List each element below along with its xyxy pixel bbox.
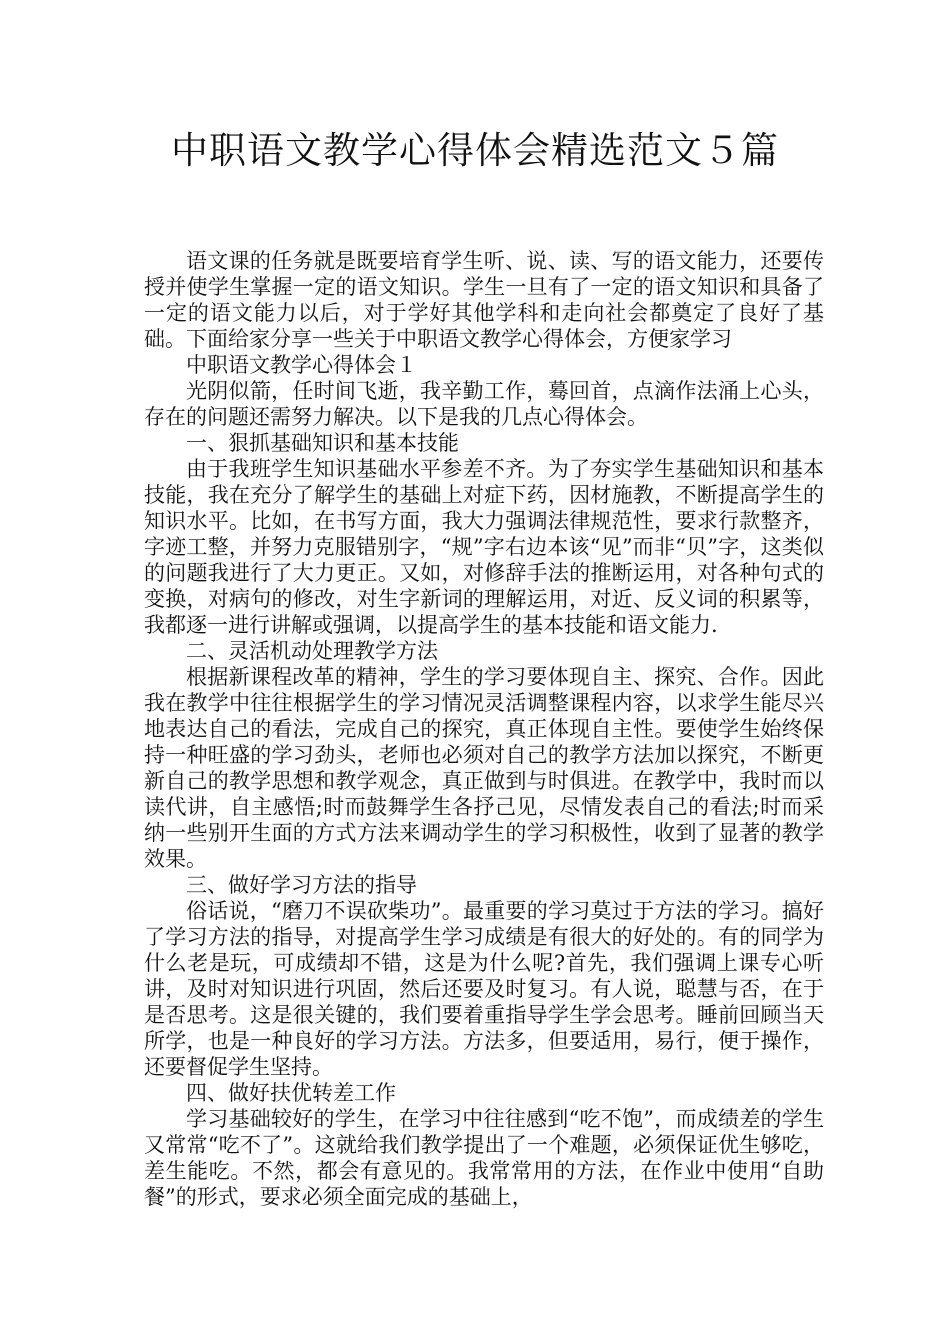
body-paragraph: 光阴似箭，任时间飞逝，我辛勤工作，蓦回首，点滴作法涌上心头，存在的问题还需努力解决。以下是我的几点心得体会。	[144, 379, 824, 429]
section-heading: 中职语文教学心得体会１	[186, 353, 417, 377]
body-paragraph: 根据新课程改革的精神，学生的学习要体现自主、探究、合作。因此我在教学中往往根据学生的学习情况灵活调整课程内容，以求学生能尽兴地表达自己的看法，完成自己的探究，真正体现自主性。要使学生始终保持一种旺盛的学习劲头，老师也必须对自己的教学方法加以探究，不断更新自己的教学思想和教学观念，真正做到与时俱进。在教学中，我时而以读代讲，自主感悟;时而鼓舞学生各抒己见，尽情发表自己的看法;时而采纳一些别开生面的方式方法来调动学生的学习积极性，收到了显著的教学效果。	[144, 665, 824, 871]
subheading: 三、做好学习方法的指导	[186, 873, 417, 897]
subheading: 二、灵活机动处理教学方法	[186, 639, 438, 663]
subheading: 一、狠抓基础知识和基本技能	[186, 431, 459, 455]
body-paragraph: 学习基础较好的学生，在学习中往往感到“吃不饱”，而成绩差的学生又常常“吃不了”。这就给我们教学提出了一个难题，必须保证优生够吃，差生能吃。不然，都会有意见的。我常常用的方法，在作业中使用“自助餐”的形式，要求必须全面完成的基础上，	[144, 1107, 824, 1209]
document-body	[144, 248, 824, 1210]
body-paragraph: 俗话说，“磨刀不误砍柴功”。最重要的学习莫过于方法的学习。搞好了学习方法的指导，对提高学生学习成绩是有很大的好处的。有的同学为什么老是玩，可成绩却不错，这是为什么呢?首先，我们强调上课专心听讲，及时对知识进行巩固，然后还要及时复习。有人说，聪慧与否，在于是否思考。这是很关键的，我们要着重指导学生学会思考。睡前回顾当天所学，也是一种良好的学习方法。方法多，但要适用，易行，便于操作，还要督促学生坚持。	[144, 899, 824, 1079]
document-title: 中职语文教学心得体会精选范文５篇	[171, 129, 779, 172]
intro-paragraph: 语文课的任务就是既要培育学生听、说、读、写的语文能力，还要传授并使学生掌握一定的语文知识。学生一旦有了一定的语文知识和具备了一定的语文能力以后，对于学好其他学科和走向社会都奠定了良好了基础。下面给家分享一些关于中职语文教学心得体会，方便家学习	[144, 249, 824, 351]
subheading: 四、做好扶优转差工作	[186, 1081, 396, 1105]
body-paragraph: 由于我班学生知识基础水平参差不齐。为了夯实学生基础知识和基本技能，我在充分了解学生的基础上对症下药，因材施教，不断提高学生的知识水平。比如，在书写方面，我大力强调法律规范性，要求行款整齐，字迹工整，并努力克服错别字，“规”字右边本该“见”而非“贝”字，这类似的问题我进行了大力更正。又如，对修辞手法的推断运用，对各种句式的变换，对病句的修改，对生字新词的理解运用，对近、反义词的积累等，我都逐一进行讲解或强调，以提高学生的基本技能和语文能力.	[144, 457, 824, 637]
